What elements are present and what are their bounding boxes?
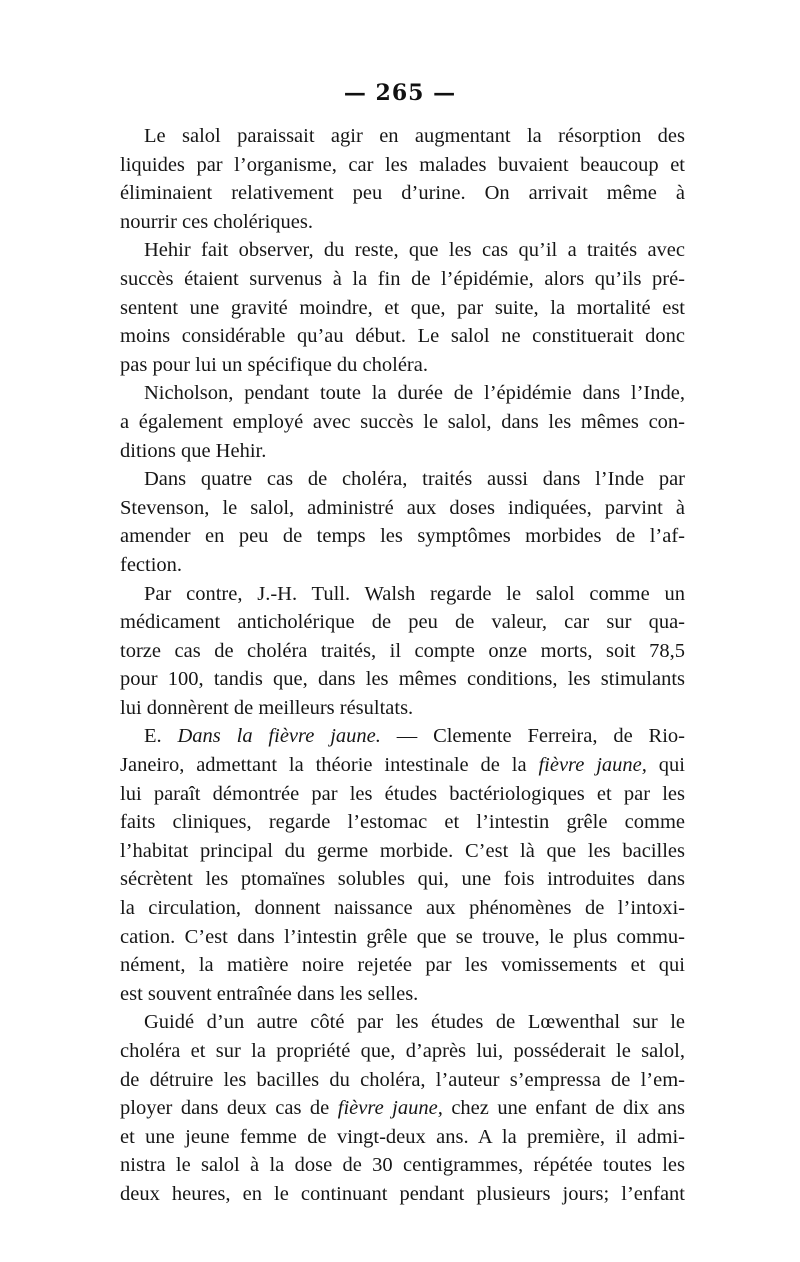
- text-line: ditions que Hehir.: [120, 439, 267, 462]
- text-line: Hehir fait observer, du reste, que les cas qu’il a traités avec: [144, 239, 685, 262]
- text-line: sécrètent les ptomaïnes solubles qui, une fois introduites dans: [120, 868, 685, 891]
- paragraph: [120, 465, 685, 579]
- section-label: E.: [144, 725, 178, 748]
- paragraph: [120, 379, 685, 465]
- text-line: liquides par l’organisme, car les malades buvaient beaucoup et: [120, 153, 685, 176]
- text-line: médicament anticholérique de peu de valeur, car sur qua-: [120, 611, 685, 634]
- text-line: pas pour lui un spécifique du choléra.: [120, 353, 428, 376]
- text-line: cation. C’est dans l’intestin grêle que se trouve, le plus commu-: [120, 925, 685, 948]
- text-line: moins considérable qu’au début. Le salol ne constituerait donc: [120, 325, 685, 348]
- text-line: Guidé d’un autre côté par les études de Lœwenthal sur le: [144, 1011, 685, 1034]
- text-line: éliminaient relativement peu d’urine. On arrivait même à: [120, 182, 685, 205]
- text-line: Dans quatre cas de choléra, traités aussi dans l’Inde par: [144, 468, 685, 491]
- paragraph: [120, 1008, 685, 1208]
- paragraph: [120, 236, 685, 379]
- text-line: nément, la matière noire rejetée par les vomissements et qui: [120, 954, 685, 977]
- text-line: amender en peu de temps les symptômes morbides de l’af-: [120, 525, 685, 548]
- text-line: a également employé avec succès le salol, dans les mêmes con-: [120, 410, 685, 433]
- text-line: nistra le salol à la dose de 30 centigrammes, répétée toutes les: [120, 1154, 685, 1177]
- text-line: et une jeune femme de vingt-deux ans. A la première, il admi-: [120, 1125, 685, 1148]
- text-line: Stevenson, le salol, administré aux doses indiquées, parvint à: [120, 496, 685, 519]
- text-line: est souvent entraînée dans les selles.: [120, 982, 419, 1005]
- text-line: torze cas de choléra traités, il compte onze morts, soit 78,5: [120, 639, 685, 662]
- text-fragment: Janeiro, admettant la théorie intestinale de la: [120, 754, 539, 777]
- text-line: nourrir ces cholériques.: [120, 210, 313, 233]
- text-line: Le salol paraissait agir en augmentant la résorption des: [144, 125, 685, 147]
- text-line: deux heures, en le continuant pendant plusieurs jours; l’enfant: [120, 1182, 685, 1205]
- paragraph: [120, 722, 685, 1008]
- paragraph: [120, 122, 685, 236]
- text-line: succès étaient survenus à la fin de l’épidémie, alors qu’ils pré-: [120, 267, 685, 290]
- text-line: Par contre, J.-H. Tull. Walsh regarde le salol comme un: [144, 582, 685, 605]
- text-line: lui donnèrent de meilleurs résultats.: [120, 696, 414, 719]
- italic-term: fièvre jaune,: [538, 754, 647, 777]
- text-fragment: — Clemente Ferreira, de Rio-: [380, 725, 685, 748]
- section-heading: Dans la fièvre jaune.: [177, 725, 381, 748]
- text-line: Nicholson, pendant toute la durée de l’épidémie dans l’Inde,: [144, 382, 685, 405]
- text-fragment: ployer dans deux cas de: [120, 1097, 338, 1120]
- text-fragment: chez une enfant de dix ans: [442, 1097, 685, 1120]
- page-number: — 265 —: [343, 80, 457, 106]
- text-line: sentent une gravité moindre, et que, par suite, la mortalité est: [120, 296, 685, 319]
- text-line: faits cliniques, regarde l’estomac et l’intestin grêle comme: [120, 811, 685, 834]
- text-line: de détruire les bacilles du choléra, l’auteur s’empressa de l’em-: [120, 1068, 685, 1091]
- text-fragment: qui: [646, 754, 686, 777]
- text-line: lui paraît démontrée par les études bactériologiques et par les: [120, 782, 685, 805]
- text-line: pour 100, tandis que, dans les mêmes conditions, les stimulants: [120, 668, 685, 691]
- text-line: l’habitat principal du germe morbide. C’est là que les bacilles: [120, 839, 685, 862]
- text-line: choléra et sur la propriété que, d’après lui, posséderait le salol,: [120, 1040, 685, 1062]
- text-line: [120, 751, 685, 780]
- italic-term: fièvre jaune,: [337, 1097, 443, 1120]
- body-text: [120, 122, 685, 1209]
- text-line: [120, 722, 685, 751]
- text-line: [120, 1094, 685, 1123]
- paragraph: [120, 580, 685, 723]
- text-line: la circulation, donnent naissance aux phénomènes de l’intoxi-: [120, 897, 685, 920]
- text-line: fection.: [120, 553, 183, 576]
